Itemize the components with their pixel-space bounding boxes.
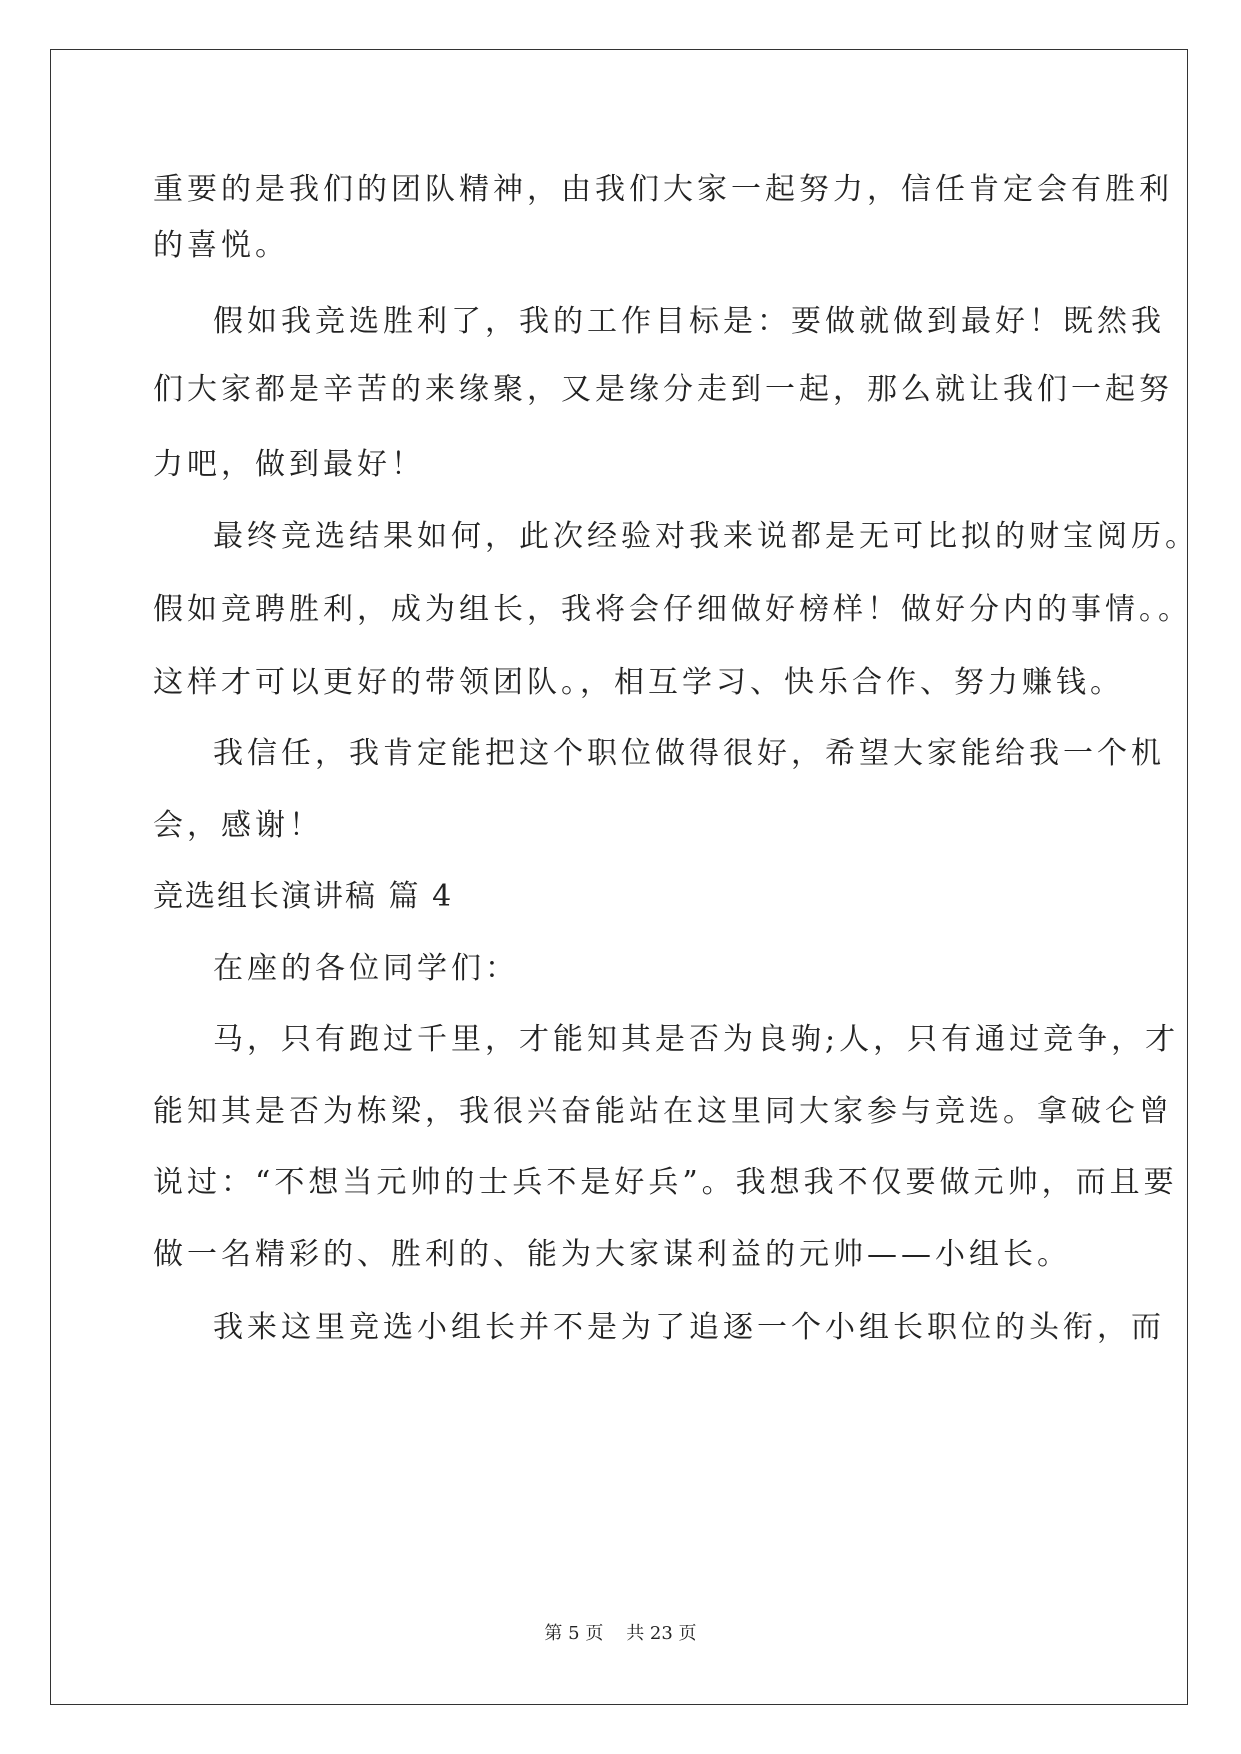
text-line: 的喜悦。	[153, 228, 289, 263]
text-line: 最终竞选结果如何，此次经验对我来说都是无可比拟的财宝阅历。	[213, 519, 1199, 554]
text-line: 会，感谢！	[153, 808, 323, 843]
text-line: 能知其是否为栋梁，我很兴奋能站在这里同大家参与竞选。拿破仑曾	[153, 1094, 1173, 1129]
text-line: 在座的各位同学们：	[213, 951, 519, 986]
text-line: 我来这里竞选小组长并不是为了追逐一个小组长职位的头衔，而	[213, 1310, 1165, 1345]
text-line: 们大家都是辛苦的来缘聚，又是缘分走到一起，那么就让我们一起努	[153, 372, 1173, 407]
text-line: 说过：“不想当元帅的士兵不是好兵”。我想我不仅要做元帅，而且要	[153, 1165, 1178, 1200]
text-line: 做一名精彩的、胜利的、能为大家谋利益的元帅——小组长。	[153, 1237, 1071, 1272]
page-footer	[0, 1622, 1241, 1646]
section-heading: 竞选组长演讲稿 篇 4	[153, 879, 454, 914]
text-line: 重要的是我们的团队精神，由我们大家一起努力，信任肯定会有胜利	[153, 172, 1173, 207]
text-line: 力吧，做到最好！	[153, 447, 425, 482]
text-line: 假如竞聘胜利，成为组长，我将会仔细做好榜样！做好分内的事情。。	[153, 592, 1192, 627]
text-line: 我信任，我肯定能把这个职位做得很好，希望大家能给我一个机	[213, 736, 1165, 771]
text-line: 马，只有跑过千里，才能知其是否为良驹;人，只有通过竞争，才	[213, 1022, 1180, 1057]
text-line: 假如我竞选胜利了，我的工作目标是：要做就做到最好！既然我	[213, 304, 1165, 339]
page-number: 第 5 页 共 23 页	[544, 1623, 697, 1644]
text-line: 这样才可以更好的带领团队。，相互学习、快乐合作、努力赚钱。	[153, 665, 1124, 700]
